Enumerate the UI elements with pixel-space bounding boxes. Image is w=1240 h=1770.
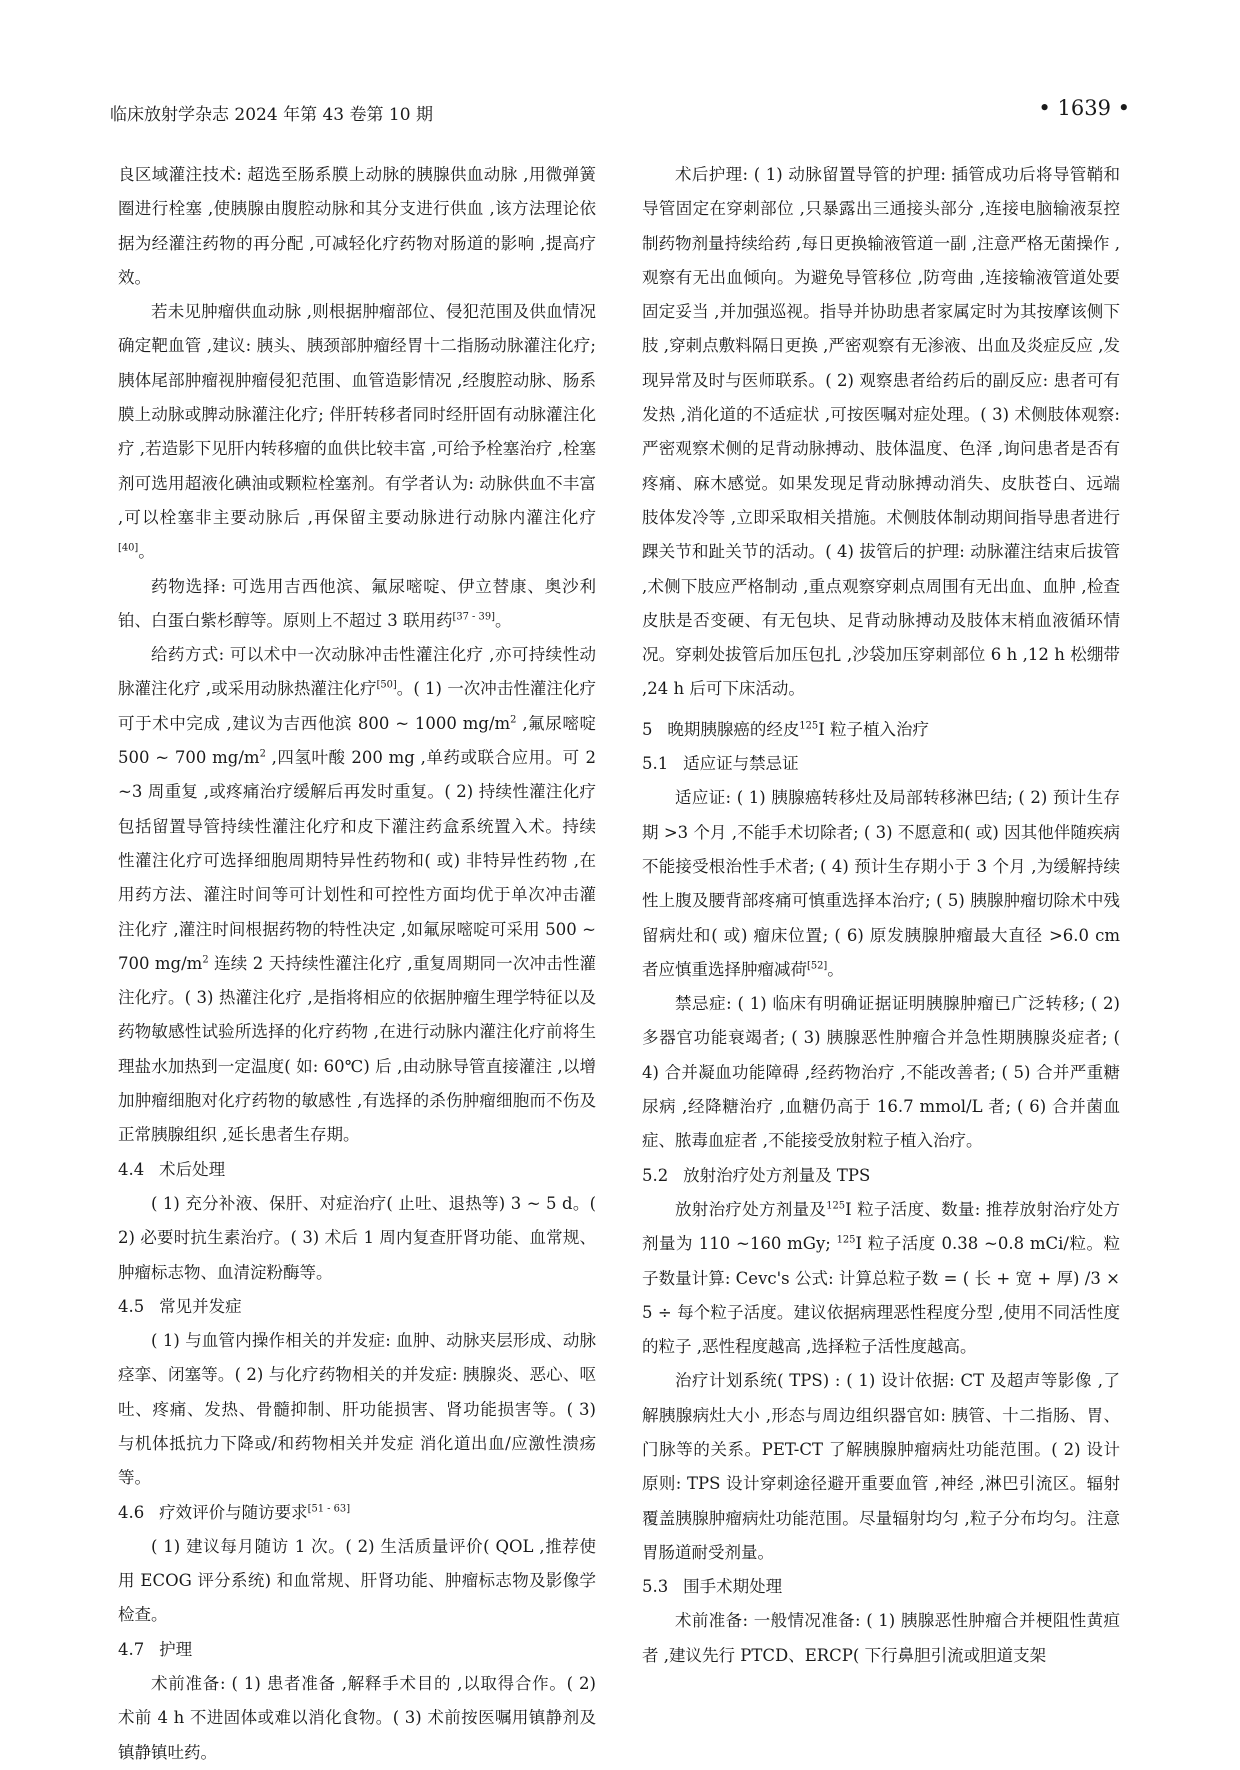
section-heading: 5.3 围手术期处理 [642, 1577, 783, 1597]
citation: [52] [807, 960, 828, 972]
citation: [51 - 63] [307, 1503, 351, 1515]
citation: [37 - 39] [452, 611, 495, 623]
right-column [642, 158, 1121, 1665]
paragraph: ( 1) 与血管内操作相关的并发症: 血肿、动脉夹层形成、动脉痉挛、闭塞等。( 2) 与化疗药物相关的并发症: 胰腺炎、恶心、呕吐、疼痛、发热、骨髓抑制、肝功能损害、肾功能损害等。( 3) 与机体抵抗力下降或/和药物相关并发症 消化道出血/应激性溃疡等。 [118, 1331, 596, 1488]
paragraph: 若未见肿瘤供血动脉 ,则根据肿瘤部位、侵犯范围及供血情况确定靶血管 ,建议: 胰头、胰颈部肿瘤经胃十二指肠动脉灌注化疗; 胰体尾部肿瘤视肿瘤侵犯范围、血管造影情况 ,经腹腔动脉、肠系膜上动脉或脾动脉灌注化疗; 伴肝转移者同时经肝固有动脉灌注化疗 ,若造影下见肝内转移瘤的血供比较丰富 ,可给予栓塞治疗 ,栓塞剂可选用超液化碘油或颗粒栓塞剂。有学者认为: 动脉供血不丰富 ,可以栓塞非主要动脉后 ,再保留主要动脉进行动脉内灌注化疗[40]。 [118, 302, 596, 562]
paragraph: 给药方式: 可以术中一次动脉冲击性灌注化疗 ,亦可持续性动脉灌注化疗 ,或采用动脉热灌注化疗[50]。( 1) 一次冲击性灌注化疗可于术中完成 ,建议为吉西他滨 800 ~ 1000 $mg/m^2$ ,氟尿嘧啶 500 ~ 700 $mg/m^2$ ,四氢叶酸 200 mg ,单药或联合应用。可 2 ~3 周重复 ,或疼痛治疗缓解后再发时重复。( 2) 持续性灌注化疗包括留置导管持续性灌注化疗和皮下灌注药盒系统置入术。持续性灌注化疗可选择细胞周期特异性药物和( 或) 非特异性药物 ,在用药方法、灌注时间等可计划性和可控性方面均优于单次冲击灌注化疗 ,灌注时间根据药物的特性决定 ,如氟尿嘧啶可采用 500 ~ 700 $mg/m^2$ 连续 2 天持续性灌注化疗 ,重复周期同一次冲击性灌注化疗。( 3) 热灌注化疗 ,是指将相应的依据肿瘤生理学特征以及药物敏感性试验所选择的化疗药物 ,在进行动脉内灌注化疗前将生理盐水加热到一定温度( 如: 60℃) 后 ,由动脉导管直接灌注 ,以增加肿瘤细胞对化疗药物的敏感性 ,有选择的杀伤肿瘤细胞而不伤及正常胰腺组织 ,延长患者生存期。 [118, 645, 596, 1145]
section-heading: 4.6 疗效评价与随访要求[51 - 63] [118, 1502, 351, 1522]
paragraph: 良区域灌注技术: 超选至肠系膜上动脉的胰腺供血动脉 ,用微弹簧圈进行栓塞 ,使胰腺由腹腔动脉和其分支进行供血 ,该方法理论依据为经灌注药物的再分配 ,可减轻化疗药物对肠道的影响 ,提高疗效。 [118, 165, 596, 287]
paragraph: ( 1) 充分补液、保肝、对症治疗( 止吐、退热等) 3 ~ 5 d。( 2) 必要时抗生素治疗。( 3) 术后 1 周内复查肝肾功能、血常规、肿瘤标志物、血清淀粉酶等。 [118, 1193, 596, 1282]
journal-title: 临床放射学杂志 2024 年第 43 卷第 10 期 [110, 105, 433, 125]
paragraph: 术后护理: ( 1) 动脉留置导管的护理: 插管成功后将导管鞘和导管固定在穿刺部位 ,只暴露出三通接头部分 ,连接电脑输液泵控制药物剂量持续给药 ,每日更换输液管道一副 ,注意严格无菌操作 ,观察有无出血倾向。为避免导管移位 ,防弯曲 ,连接输液管道处要固定妥当 ,并加强巡视。指导并协助患者家属定时为其按摩该侧下肢 ,穿刺点敷料隔日更换 ,严密观察有无渗液、出血及炎症反应 ,发现异常及时与医师联系。( 2) 观察患者给药后的副反应: 患者可有发热 ,消化道的不适症状 ,可按医嘱对症处理。( 3) 术侧肢体观察: 严密观察术侧的足背动脉搏动、肢体温度、色泽 ,询问患者是否有疼痛、麻木感觉。如果发现足背动脉搏动消失、皮肤苍白、远端肢体发冷等 ,立即采取相关措施。术侧肢体制动期间指导患者进行踝关节和趾关节的活动。( 4) 拔管后的护理: 动脉灌注结束后拔管 ,术侧下肢应严格制动 ,重点观察穿刺点周围有无出血、血肿 ,检查皮肤是否变硬、有无包块、足背动脉搏动及肢体末梢血液循环情况。穿刺处拔管后加压包扎 ,沙袋加压穿刺部位 6 h ,12 h 松绷带 ,24 h 后可下床活动。 [642, 165, 1120, 699]
running-header [110, 96, 1130, 132]
paragraph: 术前准备: ( 1) 患者准备 ,解释手术目的 ,以取得合作。( 2) 术前 4 h 不进固体或难以消化食物。( 3) 术前按医嘱用镇静剂及镇静镇吐药。 [118, 1674, 596, 1762]
section-heading: 4.7 护理 [118, 1639, 193, 1659]
section-heading: 5.2 放射治疗处方剂量及 TPS [642, 1165, 871, 1185]
section-heading: 4.5 常见并发症 [118, 1296, 242, 1316]
paragraph: 药物选择: 可选用吉西他滨、氟尿嘧啶、伊立替康、奥沙利铂、白蛋白紫杉醇等。原则上不超过 3 联用药[37 - 39]。 [118, 576, 596, 630]
paragraph: 治疗计划系统( TPS) : ( 1) 设计依据: CT 及超声等影像 ,了解胰腺病灶大小 ,形态与周边组织器官如: 胰管、十二指肠、胃、门脉等的关系。PET-CT 了解胰腺肿瘤病灶功能范围。( 2) 设计原则: TPS 设计穿刺途径避开重要血管 ,神经 ,淋巴引流区。辐射覆盖胰腺肿瘤病灶功能范围。尽量辐射均匀 ,粒子分布均匀。注意胃肠道耐受剂量。 [642, 1371, 1120, 1562]
left-column [118, 158, 596, 1762]
section-heading: 4.4 术后处理 [118, 1159, 226, 1179]
paragraph: 适应证: ( 1) 胰腺癌转移灶及局部转移淋巴结; ( 2) 预计生存期 >3 个月 ,不能手术切除者; ( 3) 不愿意和( 或) 因其他伴随疾病不能接受根治性手术者; ( 4) 预计生存期小于 3 个月 ,为缓解持续性上腹及腰背部疼痛可慎重选择本治疗; ( 5) 胰腺肿瘤切除术中残留病灶和( 或) 瘤床位置; ( 6) 原发胰腺肿瘤最大直径 >6.0 cm 者应慎重选择肿瘤减荷[52]。 [642, 788, 1120, 979]
section-heading: 5 晚期胰腺癌的经皮$^{125}$I 粒子植入治疗 [642, 719, 929, 739]
paragraph: 放射治疗处方剂量及$^{125}$I 粒子活度、数量: 推荐放射治疗处方剂量为 110 ~160 mGy; $^{125}$I 粒子活度 0.38 ~0.8 mCi/粒。粒子数量计算: Cevc's 公式: 计算总粒子数 = ( 长 + 宽 + 厚) /3 × 5 ÷ 每个粒子活度。建议依据病理恶性程度分型 ,使用不同活性度的粒子 ,恶性程度越高 ,选择粒子活性度越高。 [642, 1199, 1121, 1357]
paragraph: ( 1) 建议每月随访 1 次。( 2) 生活质量评价( QOL ,推荐使用 ECOG 评分系统) 和血常规、肝肾功能、肿瘤标志物及影像学检查。 [118, 1536, 596, 1625]
paragraph: 禁忌症: ( 1) 临床有明确证据证明胰腺肿瘤已广泛转移; ( 2) 多器官功能衰竭者; ( 3) 胰腺恶性肿瘤合并急性期胰腺炎症者; ( 4) 合并凝血功能障碍 ,经药物治疗 ,不能改善者; ( 5) 合并严重糖尿病 ,经降糖治疗 ,血糖仍高于 16.7 mmol/L 者; ( 6) 合并菌血症、脓毒血症者 ,不能接受放射粒子植入治疗。 [642, 994, 1120, 1151]
section-heading: 5.1 适应证与禁忌证 [642, 754, 799, 774]
citation: [50] [376, 679, 397, 691]
page-number: • 1639 • [1038, 96, 1130, 120]
paragraph: 术前准备: 一般情况准备: ( 1) 胰腺恶性肿瘤合并梗阻性黄疸者 ,建议先行 PTCD、ERCP( 下行鼻胆引流或胆道支架 [642, 1611, 1120, 1665]
citation: [40] [118, 542, 139, 554]
